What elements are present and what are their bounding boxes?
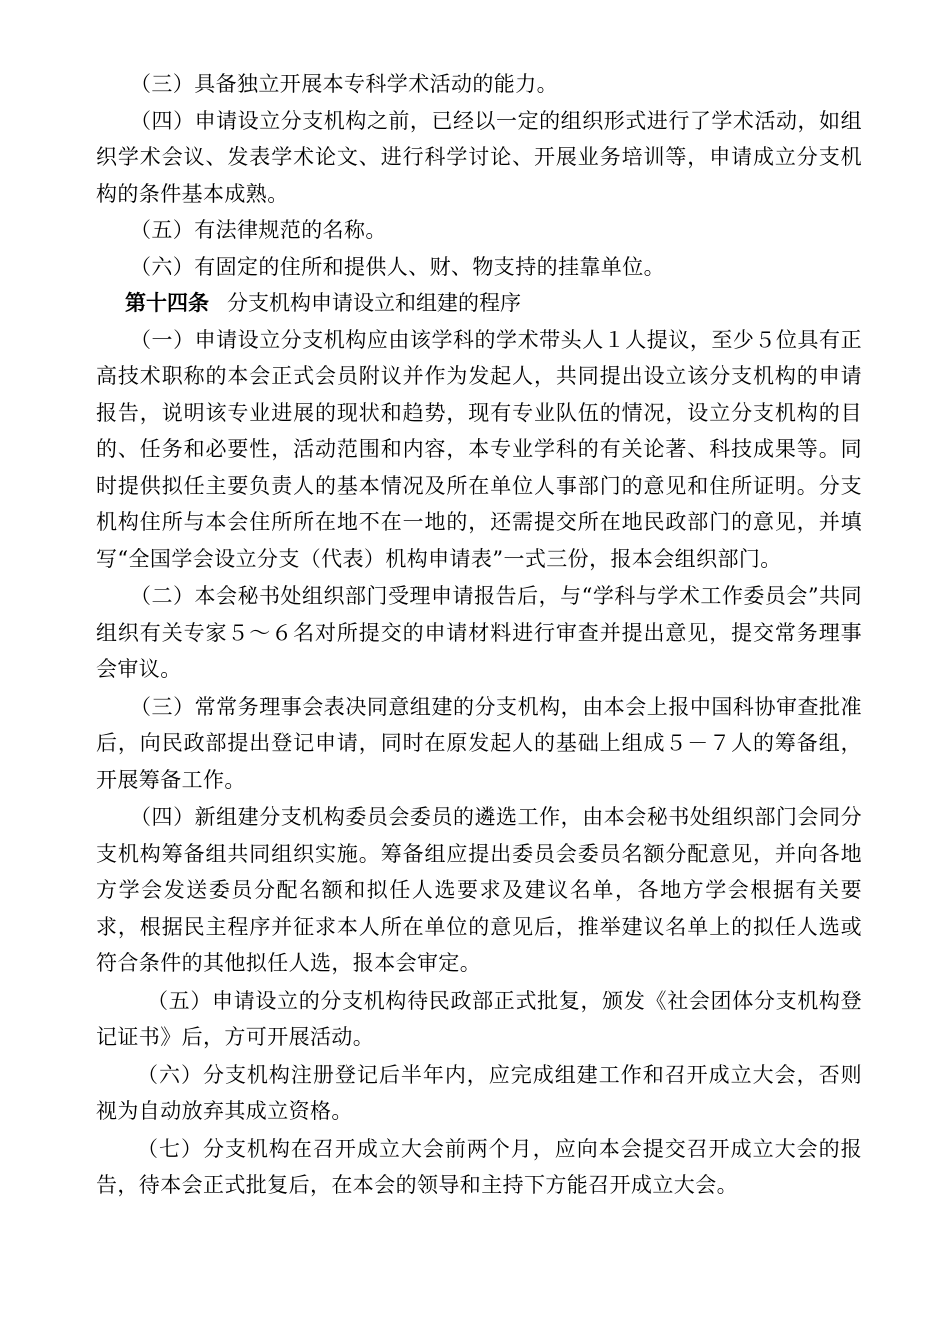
condition-item-4: （四）申请设立分支机构之前，已经以一定的组织形式进行了学术活动，如组织学术会议、发表学术论文、进行科学讨论、开展业务培训等，申请成立分支机构的条件基本成熟。	[96, 108, 862, 206]
procedure-item-2: （二）本会秘书处组织部门受理申请报告后，与“学科与学术工作委员会”共同组织有关专家５～６名对所提交的申请材料进行审查并提出意见，提交常务理事会审议。	[96, 584, 862, 681]
condition-item-6: （六）有固定的住所和提供人、财、物支持的挂靠单位。	[130, 254, 665, 279]
article-heading	[96, 285, 862, 322]
procedure-item-4: （四）新组建分支机构委员会委员的遴选工作，由本会秘书处组织部门会同分支机构筹备组共同组织实施。筹备组应提出委员会委员名额分配意见，并向各地方学会发送委员分配名额和拟任人选要求及建议名单，各地方学会根据有关要求，根据民主程序并征求本人所在单位的意见后，推举建议名单上的拟任人选或符合条件的其他拟任人选，报本会审定。	[96, 805, 862, 975]
procedure-item-7: （七）分支机构在召开成立大会前两个月，应向本会提交召开成立大会的报告，待本会正式批复后，在本会的领导和主持下方能召开成立大会。	[96, 1136, 862, 1197]
condition-item-3: （三）具备独立开展本专科学术活动的能力。	[130, 72, 558, 96]
condition-item-5: （五）有法律规范的名称。	[130, 218, 387, 242]
procedure-item-3: （三）常常务理事会表决同意组建的分支机构，由本会上报中国科协审查批准后，向民政部提出登记申请，同时在原发起人的基础上组成５－７人的筹备组，开展筹备工作。	[96, 694, 862, 792]
article-title: 分支机构申请设立和组建的程序	[227, 291, 521, 315]
article-number: 第十四条	[125, 291, 209, 315]
procedure-item-6: （六）分支机构注册登记后半年内，应完成组建工作和召开成立大会，否则视为自动放弃其成立资格。	[96, 1062, 862, 1123]
procedure-item-1: （一）申请设立分支机构应由该学科的学术带头人１人提议，至少５位具有正高技术职称的本会正式会员附议并作为发起人，共同提出设立该分支机构的申请报告，说明该专业进展的现状和趋势，现有专业队伍的情况，设立分支机构的目的、任务和必要性，活动范围和内容，本专业学科的有关论著、科技成果等。同时提供拟任主要负责人的基本情况及所在单位人事部门的意见和住所证明。分支机构住所与本会住所所在地不在一地的，还需提交所在地民政部门的意见，并填写“全国学会设立分支（代表）机构申请表”一式三份，报本会组织部门。	[96, 327, 862, 571]
procedure-item-5: （五）申请设立的分支机构待民政部正式批复，颁发《社会团体分支机构登记证书》后，方可开展活动。	[96, 988, 862, 1049]
